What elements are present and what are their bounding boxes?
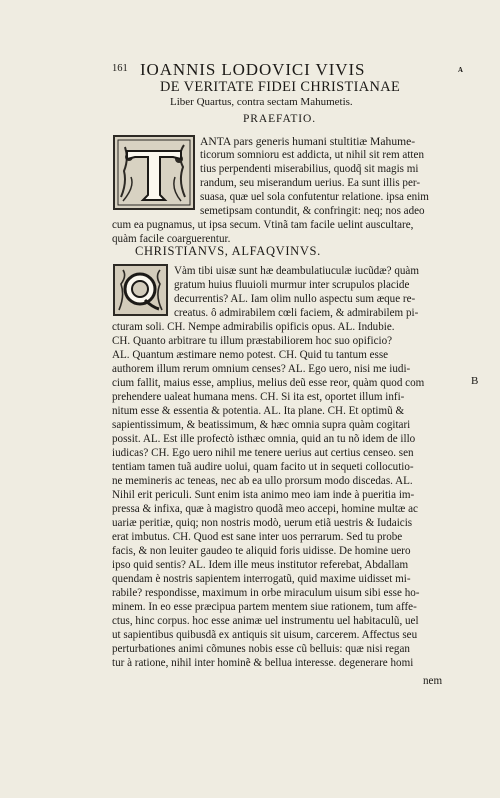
preface-line: suasa, quæ uel sola confutentur relatione. ipsa enim	[200, 191, 429, 203]
dialogue-line: pressa & infixa, quæ à magistro quodã meo accepi, homine multæ ac	[112, 503, 418, 515]
preface-line: tius perpendenti miserabilius, quodq̃ sit magis mi	[200, 163, 419, 175]
dialogue-line: minem. In eo esse præcipua partem mentem siue rationem, tum affe-	[112, 601, 417, 613]
dialogue-line: prehendere ualeat humana mens. CH. Si ita est, oportet illum infi-	[112, 391, 405, 403]
dialogue-line: sapientissimum, & beatissimum, & hæc omnia supra quàm cogitari	[112, 419, 411, 431]
dialogue-line: cturam soli. CH. Nempe admirabilis opificis opus. AL. Indubie.	[112, 321, 395, 333]
dialogue-line: cium fallit, maius esse, amplius, melius deũ esse reor, quàm quod com	[112, 377, 425, 389]
preface-line: randum, seu miserandum uerius. Ea sunt illis per-	[200, 177, 421, 189]
dialogue-line: possit. AL. Est ille profectò isthæc omnia, quid an tu nõ idem de illo	[112, 433, 416, 445]
dialogue-line: iudicas? CH. Ego uero nihil me tenere uerius aut certius censeo. sen	[112, 447, 414, 459]
dialogue-line: rabile? respondisse, maximum in orbe miraculum uisum sibi esse ho-	[112, 587, 420, 599]
dialogue-line: tur à ratione, nihil inter hominẽ & bellua interesse. degenerare homi	[112, 657, 414, 669]
preface-line: cum ea pugnamus, ut ipsa secum. Vtinã tam facile uelint auscultare,	[112, 219, 414, 231]
work-title: DE VERITATE FIDEI CHRISTIANAE	[160, 79, 401, 95]
dialogue-line: ut sapientibus quibusdã ex antiquis sit uisum, carcerem. Affectus seu	[112, 629, 418, 641]
dialogue-line: Nihil erit periculi. Sunt enim ista animo meo iam inde à pueritia im-	[112, 489, 415, 501]
dialogue-line: gratum huius fluuioli murmur inter scrupulos placide	[174, 279, 410, 291]
preface-line: semetipsam contundit, & confringit: neq; nos adeo	[200, 205, 425, 217]
dialogue-line: quendam è nostris sapientem interrogatũ, quid maxime uidisset mi-	[112, 573, 411, 585]
dialogue-line: ne memineris ac teneas, nec ab ea ullo prorsum modo discedas. AL.	[112, 475, 413, 487]
speakers-heading: CHRISTIANVS, ALFAQVINVS.	[135, 244, 321, 258]
dialogue-line: decurrentis? AL. Iam olim nullo aspectu sum æque re-	[174, 293, 416, 305]
dialogue-line: authorem illum rerum omnium censes? AL. Ego uero, nisi me iudi-	[112, 363, 411, 375]
woodcut-initial-q-icon	[113, 264, 168, 316]
dialogue-line: erat imbutus. CH. Quod est sane inter uos perrarum. Sed tu probe	[112, 531, 403, 543]
catchword: nem	[423, 675, 443, 687]
dialogue-line: uariæ peritiæ, quiq; non nostris modò, uerum etiã uestris & Iudaicis	[112, 517, 413, 529]
dialogue-line: CH. Quanto arbitrare tu illum præstabiliorem hoc suo opificio?	[112, 335, 393, 347]
dialogue-line: perturbationes animi cõmunes nobis esse cũ belluis: quæ nisi regan	[112, 643, 410, 655]
dialogue-line: ctus, hinc corpus. hoc esse animæ uel instrumentu uel habitaculũ, uel	[112, 615, 419, 627]
running-title: IOANNIS LODOVICI VIVIS	[140, 60, 366, 79]
section-heading: PRAEFATIO.	[243, 113, 317, 125]
margin-mark: B	[471, 375, 479, 387]
corner-mark: A	[458, 67, 463, 74]
dialogue-line: nitum esse & essentia & potentia. AL. Ita plane. CH. Et optimũ &	[112, 405, 405, 417]
book-line: Liber Quartus, contra sectam Mahumetis.	[170, 96, 353, 108]
folio-number: 161	[112, 63, 128, 74]
dialogue-line: AL. Quantum æstimare nemo potest. CH. Quid tu tantum esse	[112, 349, 389, 361]
dialogue-line: tentiam tamen tuã audire uolui, quam facito ut in sequeti collocutio-	[112, 461, 414, 473]
dialogue-line: facis, & non leuiter gaudeo te aliquid foris uidisse. De homine uero	[112, 545, 411, 557]
preface-line: ANTA pars generis humani stultitiæ Mahume-	[200, 135, 416, 148]
dialogue-line: ipso quid sentis? AL. Idem ille meus institutor referebat, Abdallam	[112, 559, 409, 571]
dialogue-line: creatus. ô admirabilem cœli faciem, & admirabilem pi-	[174, 307, 419, 319]
dialogue-line: Vàm tibi uisæ sunt hæ deambulatiuculæ iucũdæ? quàm	[174, 265, 419, 277]
preface-line: ticorum somnioru est addicta, ut nihil sit rem atten	[200, 149, 424, 161]
woodcut-initial-t-icon	[113, 135, 195, 210]
preface-line: quàm facile coarguerentur.	[112, 233, 231, 245]
